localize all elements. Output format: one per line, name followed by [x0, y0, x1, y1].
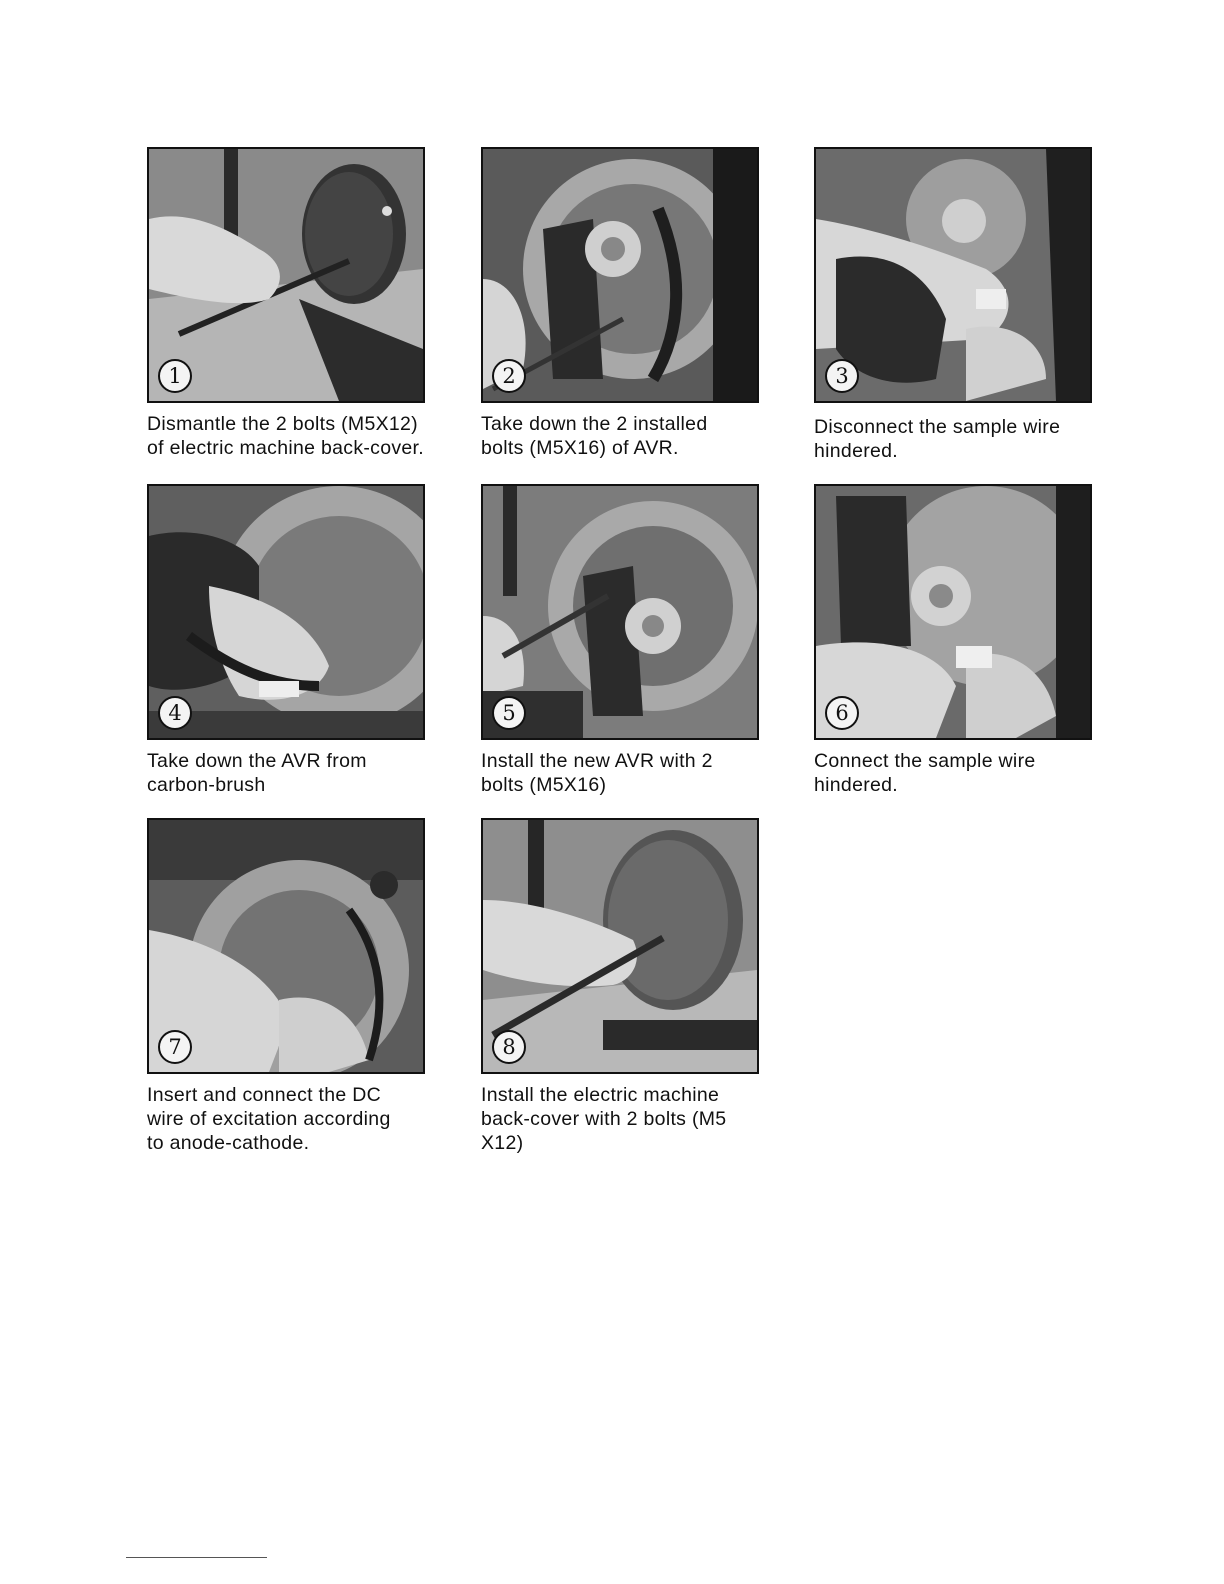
step-number-badge: 8	[492, 1030, 526, 1064]
step-caption: Connect the sample wire hindered.	[814, 750, 1036, 796]
step-caption: Install the electric machine back-cover with 2 bolts (M5 X12)	[481, 1084, 727, 1154]
step-caption: Take down the 2 installed bolts (M5X16) of AVR.	[481, 413, 708, 459]
step-caption: Disconnect the sample wire hindered.	[814, 416, 1061, 462]
step-number-badge: 6	[825, 696, 859, 730]
step-number-badge: 7	[158, 1030, 192, 1064]
step-photo	[147, 818, 425, 1074]
step-photo	[814, 147, 1092, 403]
step-photo	[147, 484, 425, 740]
avr-bolts-removal-image	[483, 149, 757, 401]
step-photo	[481, 147, 759, 403]
step-number-badge: 4	[158, 696, 192, 730]
step-number-badge: 1	[158, 359, 192, 393]
back-cover-removal-image	[149, 149, 423, 401]
step-number-badge: 5	[492, 696, 526, 730]
step-caption: Install the new AVR with 2 bolts (M5X16)	[481, 750, 713, 796]
step-photo	[814, 484, 1092, 740]
dc-wire-connect-image	[149, 820, 423, 1072]
sample-wire-connect-image	[816, 486, 1090, 738]
avr-install-image	[483, 486, 757, 738]
step-number-badge: 2	[492, 359, 526, 393]
step-photo	[481, 484, 759, 740]
step-number-badge: 3	[825, 359, 859, 393]
step-photo	[147, 147, 425, 403]
sample-wire-disconnect-image	[816, 149, 1090, 401]
step-caption: Insert and connect the DC wire of excitation according to anode-cathode.	[147, 1084, 391, 1154]
step-caption: Dismantle the 2 bolts (M5X12) of electric machine back-cover.	[147, 413, 424, 459]
avr-removal-image	[149, 486, 423, 738]
footer-rule	[126, 1557, 267, 1558]
step-caption: Take down the AVR from carbon-brush	[147, 750, 367, 796]
step-photo	[481, 818, 759, 1074]
back-cover-install-image	[483, 820, 757, 1072]
